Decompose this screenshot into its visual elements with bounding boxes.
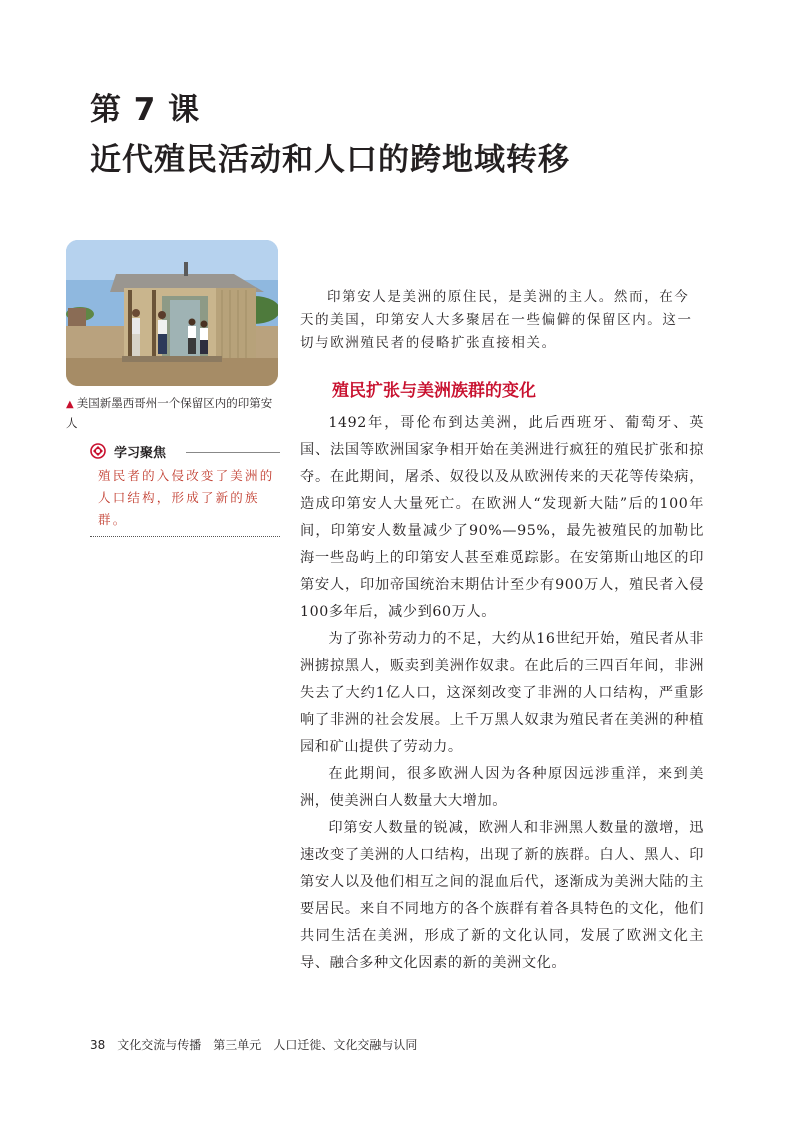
page-number: 38 [90, 1038, 106, 1052]
section-body [300, 410, 704, 977]
body-paragraph: 1492年，哥伦布到达美洲，此后西班牙、葡萄牙、英国、法国等欧洲国家争相开始在美洲进行疯狂的殖民扩张和掠夺。在此期间，屠杀、奴役以及从欧洲传来的天花等传染病，造成印第安人大量死亡。在欧洲人“发现新大陆”后的100年间，印第安人数量减少了90%—95%，最先被殖民的加勒比海一些岛屿上的印第安人甚至难觅踪影。在安第斯山地区的印第安人，印加帝国统治末期估计至少有900万人，殖民者入侵100多年后，减少到60万人。 [300, 415, 704, 620]
focus-text: 殖民者的入侵改变了美洲的人口结构，形成了新的族群。 [98, 468, 275, 527]
intro-paragraph: 印第安人是美洲的原住民，是美洲的主人。然而，在今天的美国，印第安人大多聚居在一些偏僻的保留区内。这一切与欧洲殖民者的侵略扩张直接相关。 [300, 289, 693, 351]
lesson-number: 第 7 课 [90, 92, 201, 128]
section-title: 殖民扩张与美洲族群的变化 [332, 381, 536, 401]
body-paragraph: 在此期间，很多欧洲人因为各种原因远涉重洋，来到美洲，使美洲白人数量大大增加。 [300, 766, 704, 809]
book-title: 文化交流与传播 [117, 1038, 202, 1052]
lesson-title: 近代殖民活动和人口的跨地域转移 [90, 142, 570, 178]
reservation-photo [66, 240, 278, 386]
unit-number: 第三单元 [213, 1038, 262, 1052]
unit-title: 人口迁徙、文化交融与认同 [273, 1038, 418, 1052]
caption-text: 美国新墨西哥州一个保留区内的印第安人 [66, 396, 273, 430]
body-paragraph: 为了弥补劳动力的不足，大约从16世纪开始，殖民者从非洲掳掠黑人，贩卖到美洲作奴隶。在此后的三四百年间，非洲失去了大约1亿人口，这深刻改变了非洲的人口结构，严重影响了非洲的社会发展。上千万黑人奴隶为殖民者在美洲的种植园和矿山提供了劳动力。 [300, 631, 704, 755]
body-paragraph: 印第安人数量的锐减，欧洲人和非洲黑人数量的激增，迅速改变了美洲的人口结构，出现了新的族群。白人、黑人、印第安人以及他们相互之间的混血后代，逐渐成为美洲大陆的主要居民。来自不同地方的各个族群有着各具特色的文化，他们共同生活在美洲，形成了新的文化认同，发展了欧洲文化主导、融合多种文化因素的新的美洲文化。 [300, 820, 704, 971]
page-footer [90, 1036, 417, 1053]
photo-caption [66, 394, 280, 432]
focus-label: 学习聚焦 [114, 446, 167, 461]
caption-marker: ▲ [66, 399, 74, 410]
focus-bottom-divider [90, 536, 280, 537]
focus-icon [90, 443, 106, 459]
study-focus-header [90, 442, 280, 462]
focus-divider [186, 452, 280, 453]
